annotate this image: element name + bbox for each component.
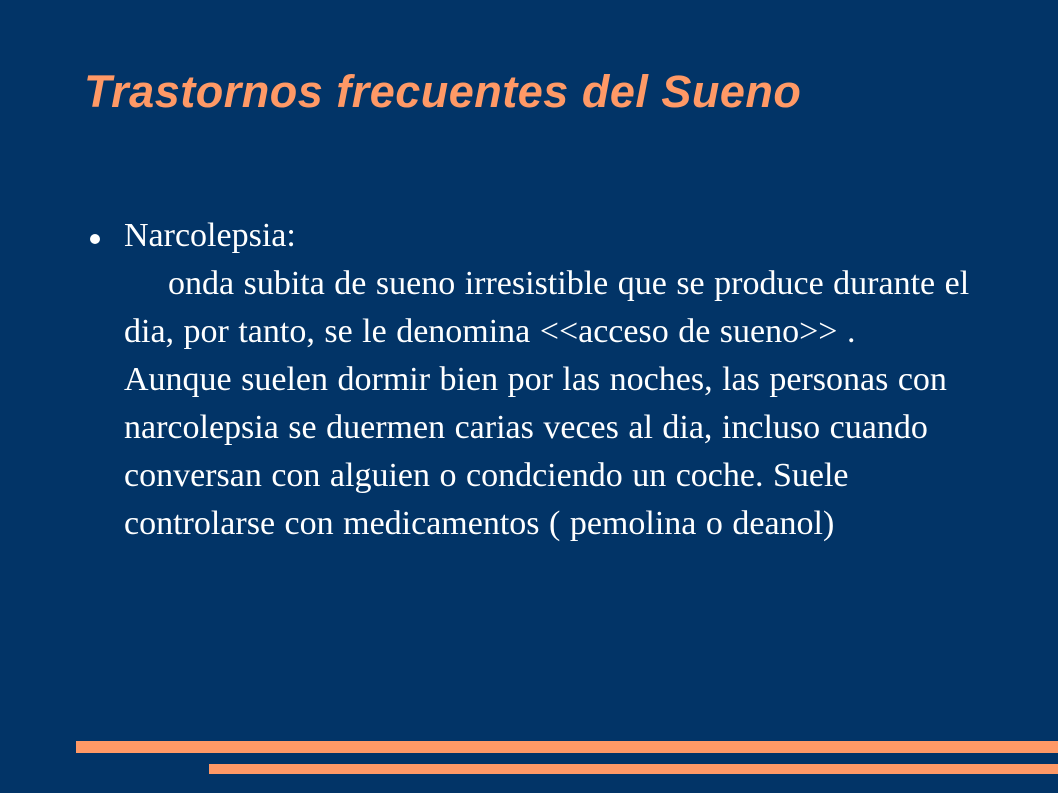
bullet-list	[90, 212, 970, 548]
decorative-bar-top	[76, 741, 1058, 753]
bullet-heading: Narcolepsia:	[124, 217, 296, 254]
bullet-dot-icon	[90, 234, 100, 244]
slide-title: Trastornos frecuentes del Sueno	[84, 66, 802, 117]
decorative-bar-bottom	[209, 764, 1058, 774]
bullet-item	[90, 212, 970, 548]
bullet-body-text: onda subita de sueno irresistible que se produce durante el dia, por tanto, se le denomina <<acceso de sueno>> . Aunque suelen dormir bien por las noches, las personas con narcolepsia se duermen carias veces al dia, incluso cuando conversan con alguien o condciendo un coche. Suele controlarse con medicamentos ( pemolina o deanol)	[124, 265, 970, 542]
